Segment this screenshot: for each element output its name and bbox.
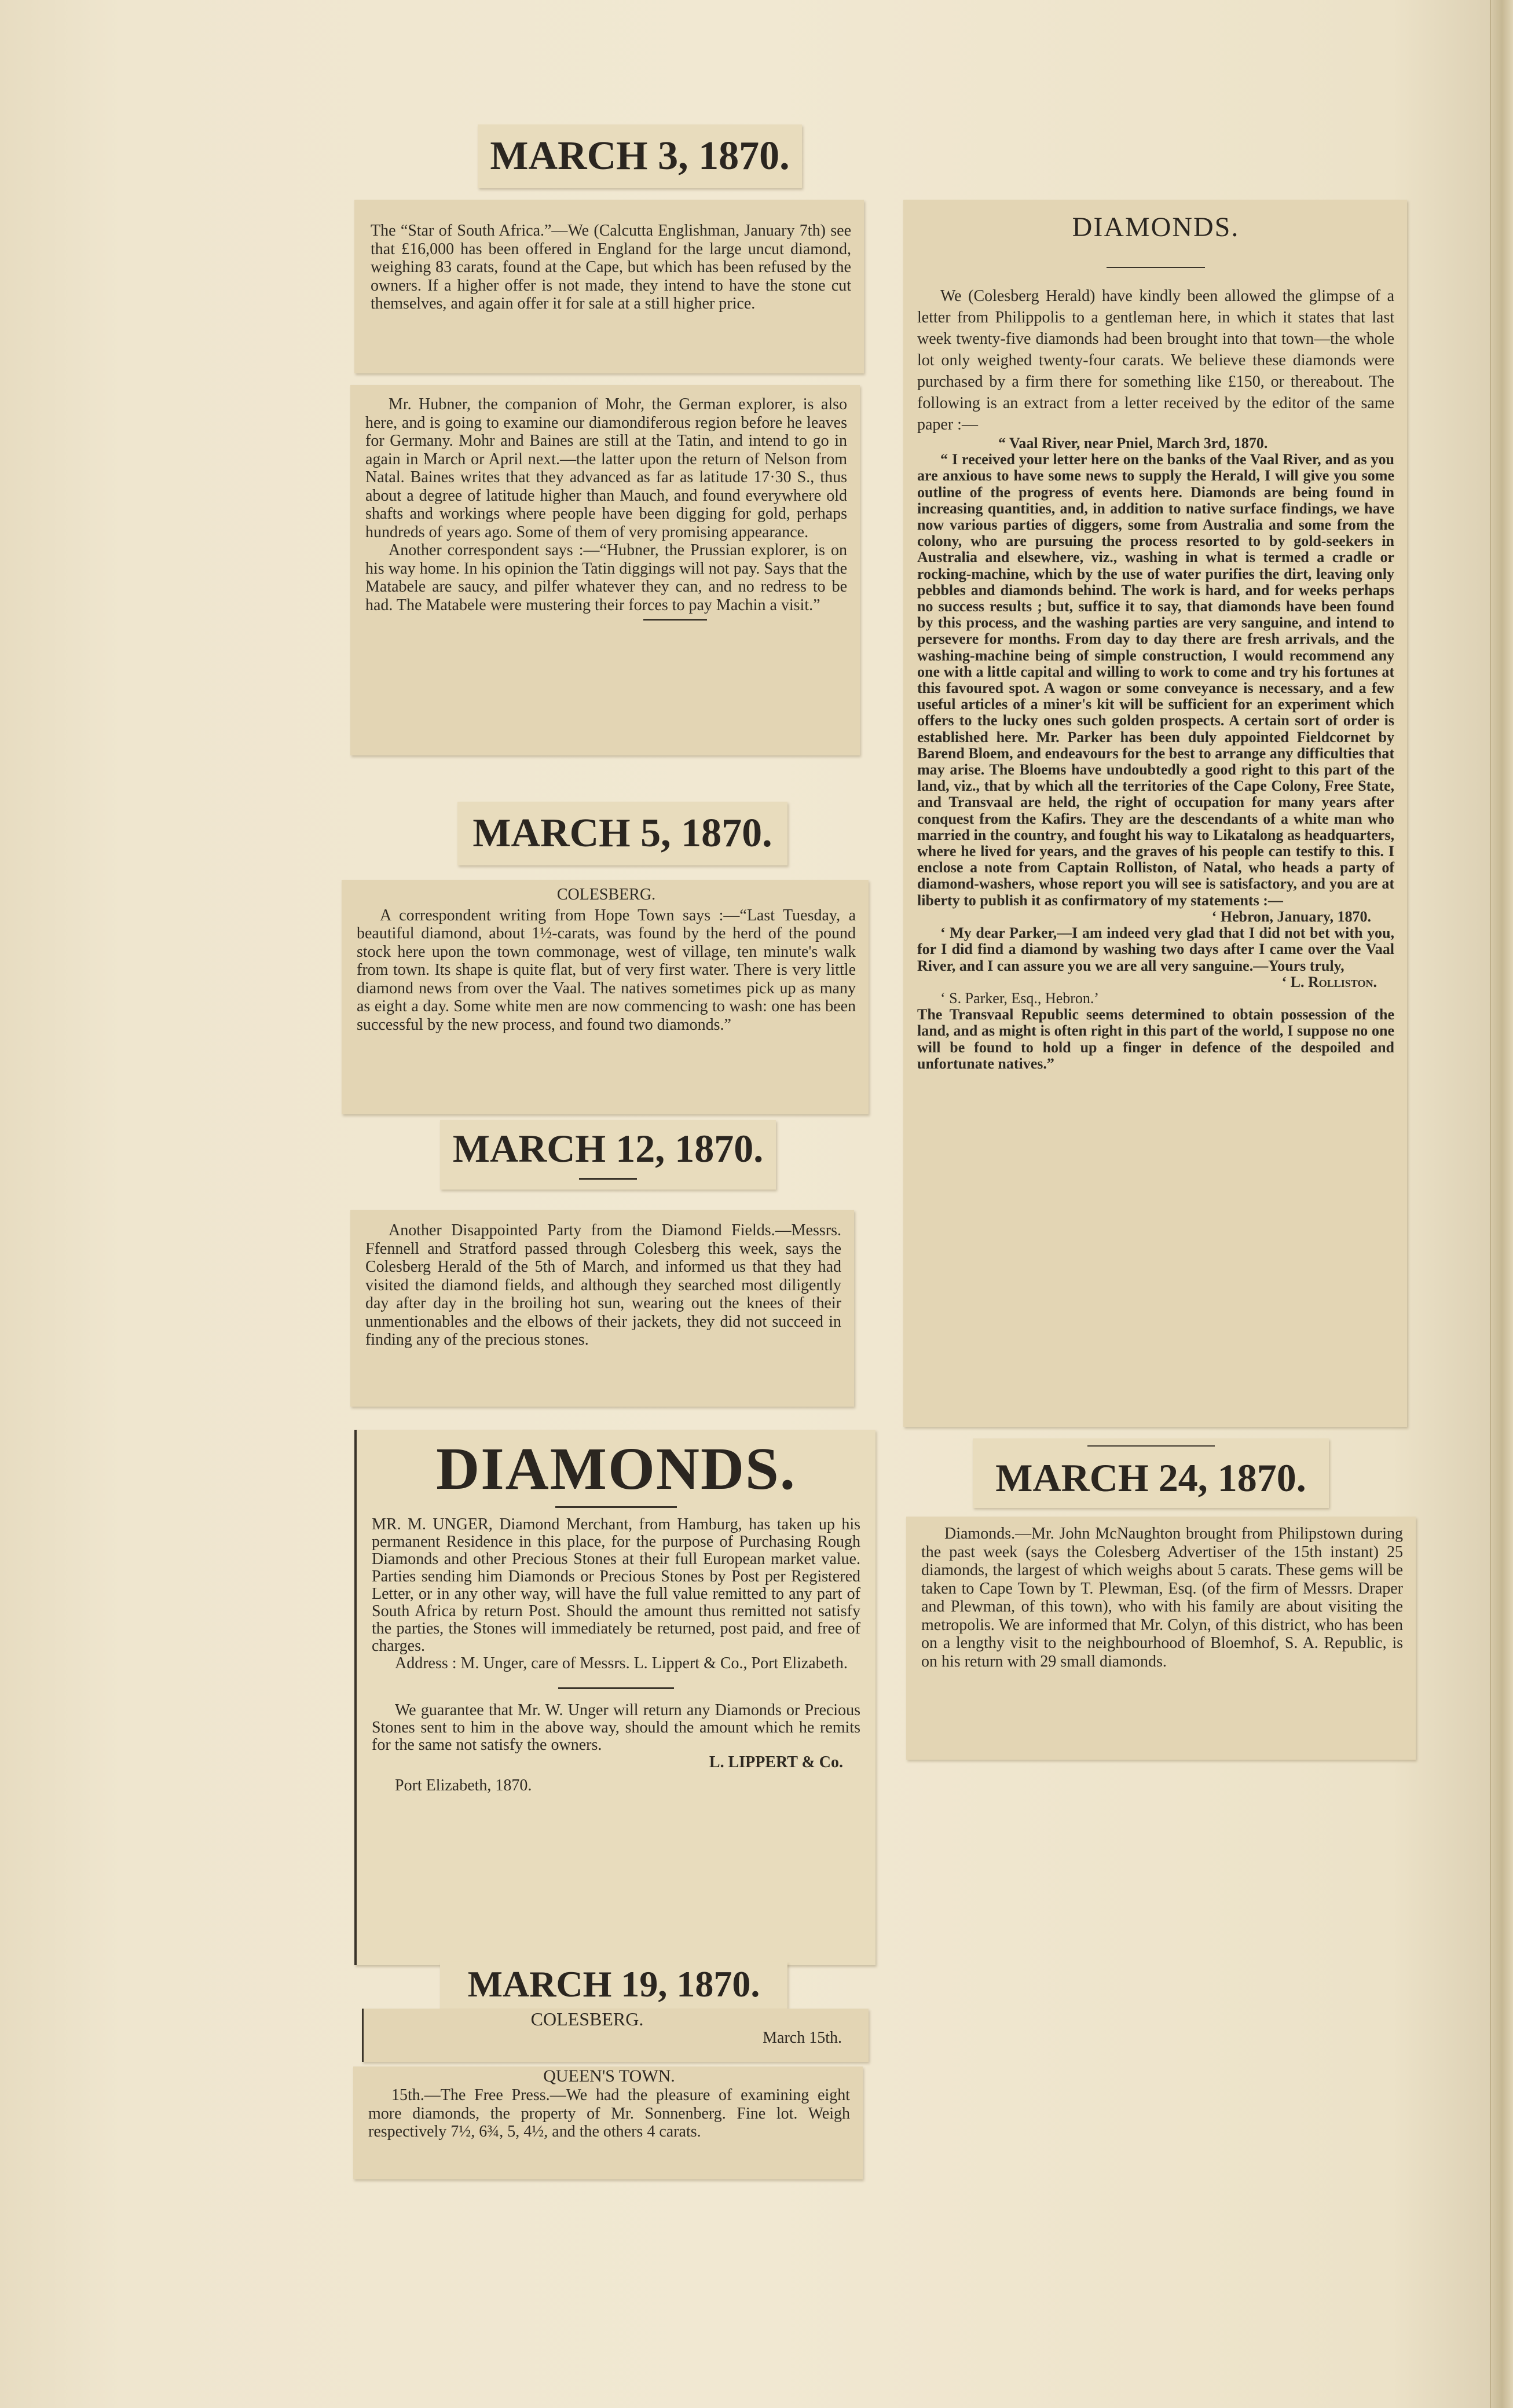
ad-title: DIAMONDS. xyxy=(436,1436,796,1502)
paragraph: We guarantee that Mr. W. Unger will return any Diamonds or Precious Stones sent to him in the above way, should the amount which he remits for the same not satisfy the owners. xyxy=(372,1701,860,1754)
clipping-text xyxy=(365,1221,841,1349)
heading-text: MARCH 19, 1870. xyxy=(467,1963,760,2005)
address: Address : M. Unger, care of Messrs. L. Lippert & Co., Port Elizabeth. xyxy=(395,1654,848,1672)
heading-text: MARCH 3, 1870. xyxy=(490,134,790,178)
note-text: ‘ My dear Parker,—I am indeed very glad that I did not bet with you, for I did find a diamond by washing two days after I came over the Vaal River, and I can assure you we are all very sanguine.—Yours truly, xyxy=(917,924,1394,974)
divider xyxy=(643,619,707,621)
paragraph: We (Colesberg Herald) have kindly been allowed the glimpse of a letter from Philippolis to a gentleman here, in which it states that last week twenty-five diamonds had been brought into that town—the whole lot only weighed twenty-four carats. We believe these diamonds were purchased by a firm there for something like £150, or thereabout. The following is an extract from a letter received by the editor of the same paper :— xyxy=(917,287,1394,434)
section-title: COLESBERG. xyxy=(556,886,656,904)
signature: L. LIPPERT & Co. xyxy=(709,1753,843,1771)
heading-text: MARCH 5, 1870. xyxy=(472,811,772,856)
divider xyxy=(1087,1445,1215,1447)
clipping-star-of-south-africa xyxy=(354,200,864,373)
divider xyxy=(558,1687,674,1689)
guarantee-text xyxy=(372,1702,860,1794)
heading-text: MARCH 12, 1870. xyxy=(452,1126,764,1170)
place-date: Port Elizabeth, 1870. xyxy=(395,1776,532,1794)
clipping-colesberg-march-19 xyxy=(362,2009,869,2062)
section-title: DIAMONDS. xyxy=(1072,212,1240,243)
heading-march-5 xyxy=(457,802,787,865)
clipping-disappointed-party xyxy=(350,1210,854,1407)
clipping-text: The “Star of South Africa.”—We (Calcutta Englishman, January 7th) see that £16,000 has been offered in England for the large uncut diamond, weighing 83 carats, found at the Cape, but which has been refused by the owners. If a higher offer is not made, they intend to have the stone cut themselves, and again offer it for sale at a still higher price. xyxy=(371,222,851,313)
section-title: QUEEN'S TOWN. xyxy=(543,2066,675,2086)
paragraph: Mr. Hubner, the companion of Mohr, the German explorer, is also here, and is going to examine our diamondiferous region before he leaves for Germany. Mohr and Baines are still at the Tatin, and intend to go in again in March or April next.—the latter upon the return of Nelson from Natal. Baines writes that they advanced as far as latitude 17·30 S., thus about a degree of latitude higher than Mauch, and found everywhere old shafts and workings where people have been digging for gold, perhaps hundreds of years ago. Some of them of very promising appearance. xyxy=(365,395,847,541)
clipping-queens-town xyxy=(353,2066,863,2179)
note-date: ‘ Hebron, January, 1870. xyxy=(1211,908,1371,925)
paragraph: MR. M. UNGER, Diamond Merchant, from Hamburg, has taken up his permanent Residence in this place, for the purpose of Purchasing Rough Diamonds and other Precious Stones at their full European market value. Parties sending him Diamonds or Precious Stones by Post per Registered Letter, or in any other way, will have the full value remitted to any part of South Africa by return Post. Should the amount thus remitted not satisfy the parties, the Stones will immediately be returned, post paid, and free of charges. xyxy=(372,1515,860,1655)
clipping-text xyxy=(357,906,856,1034)
note-address: ‘ S. Parker, Esq., Hebron.’ xyxy=(940,989,1100,1007)
page-spine xyxy=(1490,0,1513,2408)
paragraph: 15th.—The Free Press.—We had the pleasure of examining eight more diamonds, the property of Mr. Sonnenberg. Fine lot. Weigh respectively 7½, 6¾, 5, 4½, and the others 4 carats. xyxy=(368,2086,850,2141)
paragraph: A correspondent writing from Hope Town says :—“Last Tuesday, a beautiful diamond, about 1½-carats, was found by the herd of the pound stock here upon the town commonage, west of village, ten minute's walk from town. Its shape is quite flat, but of very first water. There is very little diamond news from over the Vaal. The natives sometimes pick up as many as eight a day. Some white men are now commencing to wash: one has been successful by the new process, and found two diamonds.” xyxy=(357,906,856,1034)
divider xyxy=(555,1506,677,1508)
letter-text xyxy=(917,435,1394,1072)
note-signature: ‘ L. Rolliston. xyxy=(1281,973,1377,990)
paragraph: “ I received your letter here on the banks of the Vaal River, and as you are anxious to have some news to supply the Herald, I will give you some outline of the progress of events here. Diamonds are being found in increasing quantities, and, in addition to native surface findings, we have now various parties of diggers, some from Australia and some from the colony, who are pursuing the process resorted to by gold-seekers in Australia and elsewhere, viz., washing in what is termed a cradle or rocking-machine, which by the use of water purifies the dirt, leaving only pebbles and diamonds behind. The work is hard, and for weeks perhaps no success results ; but, suffice it to say, that diamonds have been found by this process, and the washing parties are very sanguine, and intend to persevere for months. From day to day there are fresh arrivals, and the washing-machine being of simple construction, I would recommend any one with a little capital and willing to work to come and try his fortunes at this favoured spot. A wagon or some conveyance is necessary, and a few useful articles of a miner's kit will be sufficient for an experiment which offers to the lucky ones such golden prospects. A certain sort of order is established here. Mr. Parker has been duly appointed Fieldcornet by Barend Bloem, and endeavours for the best to arrange any difficulties that may arise. The Bloems have undoubtedly a good right to this part of the land, viz., that by which all the territories of the Cape Colony, Free State, and Transvaal are held, the right of occupation for many years after conquest from the Kafirs. They are the descendants of a white man who married in the country, and fought his way to Likatalong as headquarters, where he lived for years, and the graves of his people can testify to this. I enclose a note from Captain Rolliston, of Natal, who heads a party of diamond-washers, whose report you will see is satisfactory, and you are at liberty to publish it as confirmatory of my statements :— xyxy=(917,451,1394,909)
heading-text: MARCH 24, 1870. xyxy=(995,1456,1306,1500)
clipping-text xyxy=(921,1525,1403,1671)
paragraph: Diamonds.—Mr. John McNaughton brought from Philipstown during the past week (says the Colesberg Advertiser of the 15th instant) 25 diamonds, the largest of which weighs about 5 carats. These gems will be taken to Cape Town by T. Plewman, Esq. (of the firm of Messrs. Draper and Plewman, of this town), who with his family are about visiting the metropolis. We are informed that Mr. Colyn, of this district, who has been on a lengthy visit to the neighbourhood of Bloemhof, S. A. Republic, is on his return with 29 small diamonds. xyxy=(921,1525,1403,1671)
clipping-text xyxy=(917,285,1394,435)
clipping-mcnaughton xyxy=(906,1517,1416,1760)
advertisement-unger xyxy=(354,1430,875,1965)
closing-text: The Transvaal Republic seems determined to obtain possession of the land, and as might is often right in this part of the world, I suppose no one will be found to hold up a finger in defence of the despoiled and unfortunate natives.” xyxy=(917,1006,1394,1072)
clipping-text xyxy=(365,395,847,614)
dateline: March 15th. xyxy=(763,2029,842,2047)
heading-march-19 xyxy=(440,1962,787,2009)
heading-march-24 xyxy=(973,1438,1329,1508)
paragraph: Another correspondent says :—“Hubner, the Prussian explorer, is on his way home. In his opinion the Tatin diggings will not pay. Says that the Matabele are saucy, and pilfer whatever they can, and no redress to be had. The Matabele were mustering their forces to pay Machin a visit.” xyxy=(365,541,847,614)
clipping-colesberg-march-5 xyxy=(342,880,869,1114)
divider xyxy=(1107,267,1205,268)
clipping-diamonds-letter xyxy=(903,200,1407,1427)
dateline: “ Vaal River, near Pniel, March 3rd, 1870. xyxy=(998,435,1268,452)
divider xyxy=(579,1178,637,1180)
heading-march-3 xyxy=(478,124,802,188)
ad-text xyxy=(372,1516,860,1672)
heading-march-12 xyxy=(440,1120,776,1190)
clipping-hubner xyxy=(350,385,860,755)
clipping-text xyxy=(368,2086,850,2141)
paragraph: Another Disappointed Party from the Diamond Fields.—Messrs. Ffennell and Stratford passed through Colesberg this week, says the Colesberg Herald of the 5th of March, and informed us that they had visited the diamond fields, and although they searched most diligently day after day in the broiling hot sun, wearing out the knees of their unmentionables and the elbows of their jackets, they did not succeed in finding any of the precious stones. xyxy=(365,1221,841,1349)
section-title: COLESBERG. xyxy=(530,2009,644,2029)
